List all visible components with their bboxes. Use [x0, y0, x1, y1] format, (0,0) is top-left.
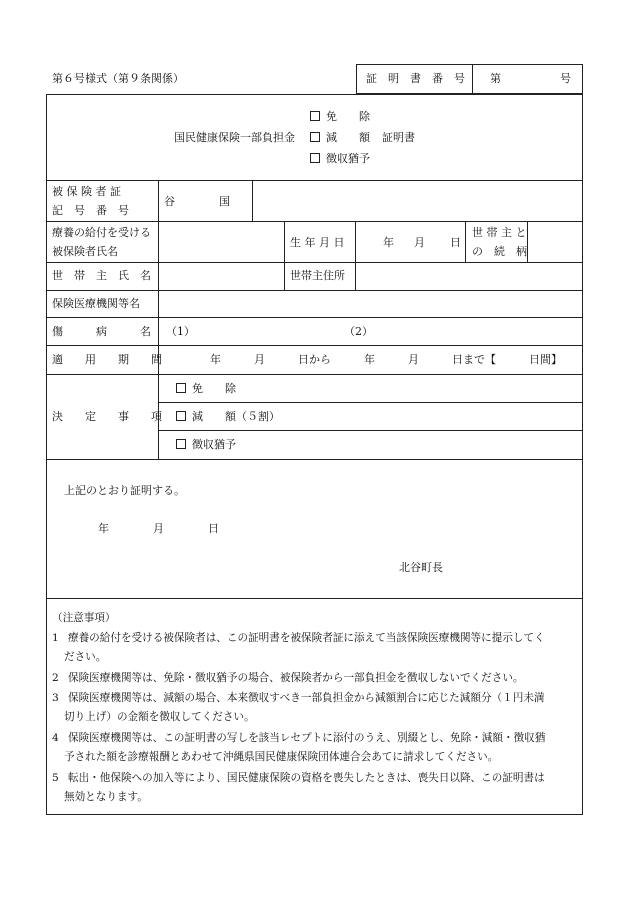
relation-field[interactable] — [529, 223, 581, 260]
disease-1: （1） — [166, 325, 195, 338]
decision-exempt: 免 除 — [176, 382, 236, 395]
note-3-cont: 切り上げ）の金額を徴収してください。 — [64, 711, 255, 723]
insured-card-label-2: 記 号 番 号 — [52, 204, 129, 217]
note-5-cont: 無効となります。 — [64, 791, 148, 803]
decision-defer: 徴収猶予 — [176, 438, 236, 451]
birthdate-year: 年 — [383, 236, 394, 249]
note-2: 2 保険医療機関等は、免除・徴収猶予の場合、被保険者から一部負担金を徴収しないでください。 — [52, 672, 524, 684]
title-main: 国民健康保険一部負担金 — [174, 131, 295, 144]
relation-label-2: の 続 柄 — [472, 245, 527, 258]
checkbox-decision-defer[interactable] — [176, 439, 186, 449]
title-option-reduce: 減 額 — [310, 131, 370, 144]
insured-card-value: 谷 国 — [164, 195, 230, 208]
period-text: 年 月 日から 年 月 日まで【 日間】 — [210, 353, 562, 366]
recipient-name-field[interactable] — [160, 223, 282, 260]
note-4: 4 保険医療機関等は、この証明書の写しを該当レセプトに添付のうえ、別綴とし、免除・減額・徴収猶 — [52, 732, 546, 744]
checkbox-title-exempt[interactable] — [310, 111, 320, 121]
householder-address-label: 世帯主住所 — [290, 269, 345, 282]
note-4-cont: 予された額を診療報酬とあわせて沖縄県国民健康保険団体連合会あてに請求してください。 — [64, 751, 499, 763]
note-5: 5 転出・他保険への加入等により、国民健康保険の資格を喪失したときは、喪失日以降、この証明書は — [52, 772, 545, 784]
birthdate-label: 生 年 月 日 — [290, 236, 345, 249]
institution-label: 保険医療機関等名 — [52, 297, 140, 310]
cert-number-suffix: 号 — [560, 72, 571, 85]
note-1-cont: ださい。 — [64, 651, 107, 663]
birthdate-day: 日 — [450, 236, 461, 249]
notes-heading: （注意事項） — [52, 612, 116, 624]
period-label: 適 用 期 間 — [52, 353, 162, 366]
cert-number-prefix: 第 — [490, 72, 501, 85]
insured-card-label-1: 被 保 険 者 証 — [52, 185, 121, 198]
checkbox-title-defer[interactable] — [310, 153, 320, 163]
decision-label: 決 定 事 項 — [52, 410, 162, 423]
title-option-exempt: 免 除 — [310, 110, 370, 123]
recipient-label-1: 療養の給付を受ける — [52, 226, 151, 239]
institution-field[interactable] — [160, 292, 581, 316]
cert-number-field[interactable] — [505, 68, 553, 88]
checkbox-decision-reduce[interactable] — [176, 411, 186, 421]
cert-number-label: 証 明 書 番 号 — [366, 72, 465, 85]
householder-label: 世 帯 主 氏 名 — [52, 269, 151, 282]
checkbox-title-reduce[interactable] — [310, 132, 320, 142]
disease-2: （2） — [344, 325, 373, 338]
decision-reduce: 減 額（５割） — [176, 410, 280, 423]
form-label: 第６号様式（第９条関係） — [52, 72, 184, 85]
note-1: 1 療養の給付を受ける被保険者は、この証明書を被保険者証に添えて当該保険医療機関等に提示してく — [52, 632, 545, 644]
certify-date: 年 月 日 — [98, 522, 219, 535]
checkbox-decision-exempt[interactable] — [176, 383, 186, 393]
title-suffix: 証明書 — [382, 131, 415, 144]
insured-card-number-field[interactable] — [254, 182, 581, 220]
relation-label-1: 世 帯 主 と — [472, 226, 527, 239]
recipient-label-2: 被保険者氏名 — [52, 245, 118, 258]
disease-label: 傷 病 名 — [52, 325, 151, 338]
certify-issuer: 北谷町長 — [399, 561, 443, 574]
householder-address-field[interactable] — [357, 264, 581, 288]
householder-name-field[interactable] — [160, 264, 282, 288]
birthdate-month: 月 — [414, 236, 425, 249]
title-option-defer: 徴収猶予 — [310, 152, 370, 165]
note-3: 3 保険医療機関等は、減額の場合、本来徴収すべき一部負担金から減額割合に応じた減額分（１円未満 — [52, 692, 545, 704]
certify-statement: 上記のとおり証明する。 — [64, 484, 185, 497]
